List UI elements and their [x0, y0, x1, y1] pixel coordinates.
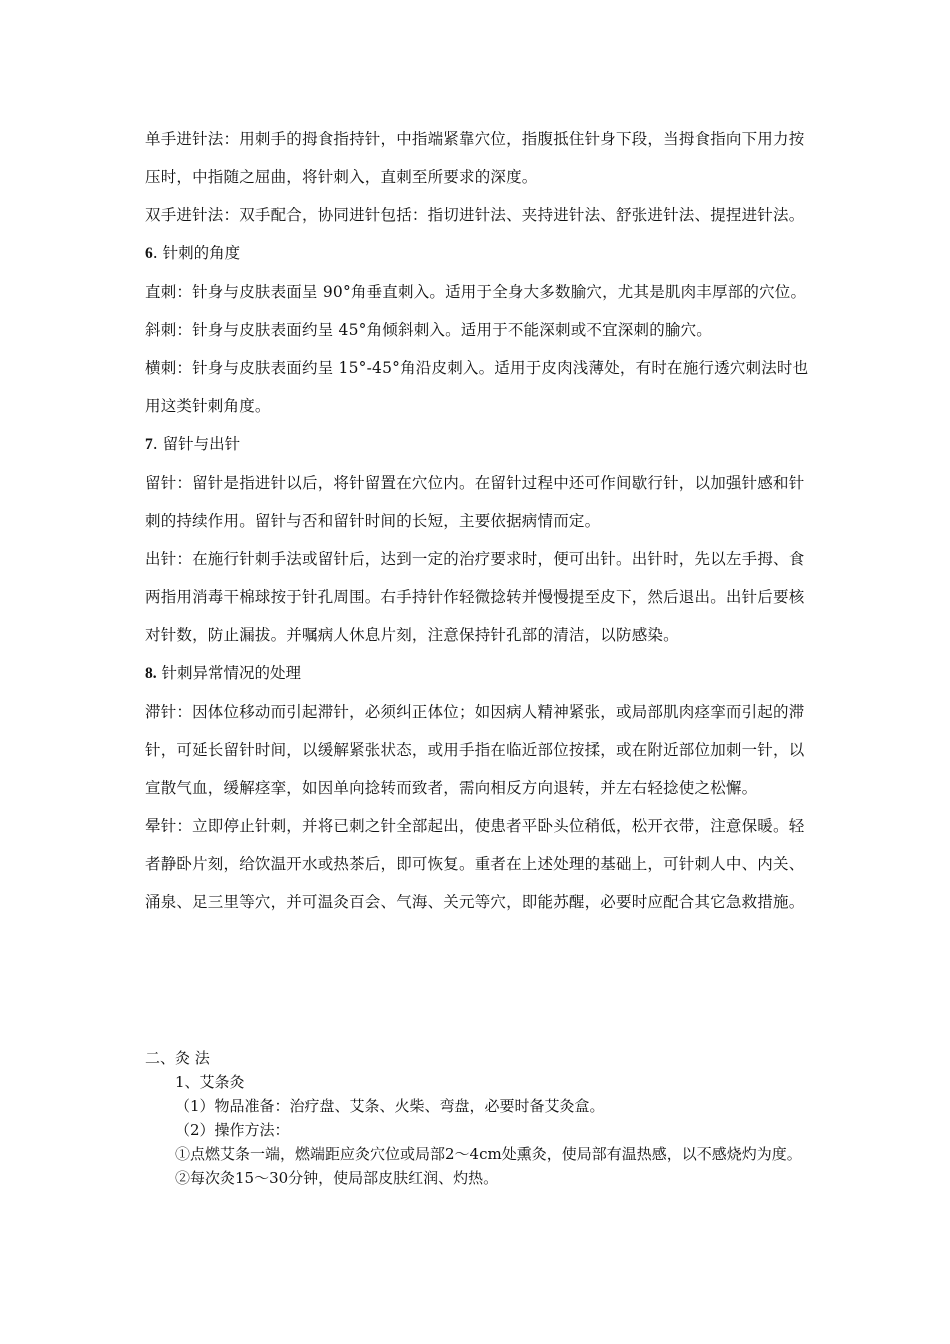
heading-number: 6: [145, 245, 153, 262]
heading-needle-angle: [145, 234, 817, 273]
heading-text: . 留针与出针: [152, 435, 241, 453]
heading-retain-withdraw: [145, 425, 817, 464]
paragraph-horizontal-insertion: 横刺：针身与皮肤表面约呈 15°-45°角沿皮刺入。适用于皮肉浅薄处，有时在施行透穴刺法时也用这类针刺角度。: [145, 359, 809, 415]
subsection-moxa-stick: 1、艾条灸: [175, 1073, 245, 1091]
paragraph-retain-needle: 留针：留针是指进针以后，将针留置在穴位内。在留针过程中还可作间歇行针，以加强针感和针刺的持续作用。留针与否和留针时间的长短，主要依据病情而定。: [145, 474, 805, 530]
acupuncture-section: [145, 120, 817, 921]
paragraph-double-hand-insertion: 双手进针法：双手配合，协同进针包括：指切进针法、夹持进针法、舒张进针法、提捏进针法。: [145, 206, 805, 224]
paragraph-stuck-needle: 滞针：因体位移动而引起滞针，必须纠正体位；如因病人精神紧张，或局部肌肉痉挛而引起的滞针，可延长留针时间，以缓解紧张状态，或用手指在临近部位按揉，或在附近部位加刺一针，以宣散气血，缓解痉挛，如因单向捻转而致者，需向相反方向退转，并左右轻捻使之松懈。: [145, 703, 805, 797]
heading-number: 7: [145, 436, 153, 453]
paragraph-straight-insertion: 直刺：针身与皮肤表面呈 90°角垂直刺入。适用于全身大多数腧穴，尤其是肌肉丰厚部的穴位。: [145, 283, 807, 301]
heading-number: 8.: [145, 665, 157, 682]
paragraph-single-hand-insertion: 单手进针法：用刺手的拇食指持针，中指端紧靠穴位，指腹抵住针身下段，当拇食指向下用力按压时，中指随之屈曲，将针刺入，直刺至所要求的深度。: [145, 130, 805, 186]
item-operation-method: （2）操作方法：: [175, 1121, 290, 1139]
heading-abnormal-handling: [145, 654, 817, 693]
step-ignite-moxa: ①点燃艾条一端，燃端距应灸穴位或局部2～4cm处熏灸，使局部有温热感，以不感烧灼为度。: [175, 1145, 802, 1163]
item-supplies: （1）物品准备：治疗盘、艾条、火柴、弯盘，必要时备艾灸盒。: [175, 1097, 605, 1115]
section-title-moxibustion: 二、灸 法: [145, 1049, 210, 1067]
heading-text: 针刺异常情况的处理: [156, 664, 302, 682]
moxibustion-section: [145, 1046, 817, 1190]
step-duration: ②每次灸15～30分钟，使局部皮肤红润、灼热。: [175, 1169, 499, 1187]
paragraph-needle-fainting: 晕针：立即停止针刺，并将已刺之针全部起出，使患者平卧头位稍低，松开衣带，注意保暖。轻者静卧片刻，给饮温开水或热茶后，即可恢复。重者在上述处理的基础上，可针刺人中、内关、涌泉、足三里等穴，并可温灸百会、气海、关元等穴，即能苏醒，必要时应配合其它急救措施。: [145, 817, 805, 911]
heading-text: . 针刺的角度: [152, 244, 241, 262]
paragraph-withdraw-needle: 出针：在施行针刺手法或留针后，达到一定的治疗要求时，便可出针。出针时，先以左手拇、食两指用消毒干棉球按于针孔周围。右手持针作轻微捻转并慢慢提至皮下，然后退出。出针后要核对针数，防止漏拔。并嘱病人休息片刻，注意保持针孔部的清洁，以防感染。: [145, 550, 805, 644]
paragraph-oblique-insertion: 斜刺：针身与皮肤表面约呈 45°角倾斜刺入。适用于不能深刺或不宜深刺的腧穴。: [145, 321, 713, 339]
